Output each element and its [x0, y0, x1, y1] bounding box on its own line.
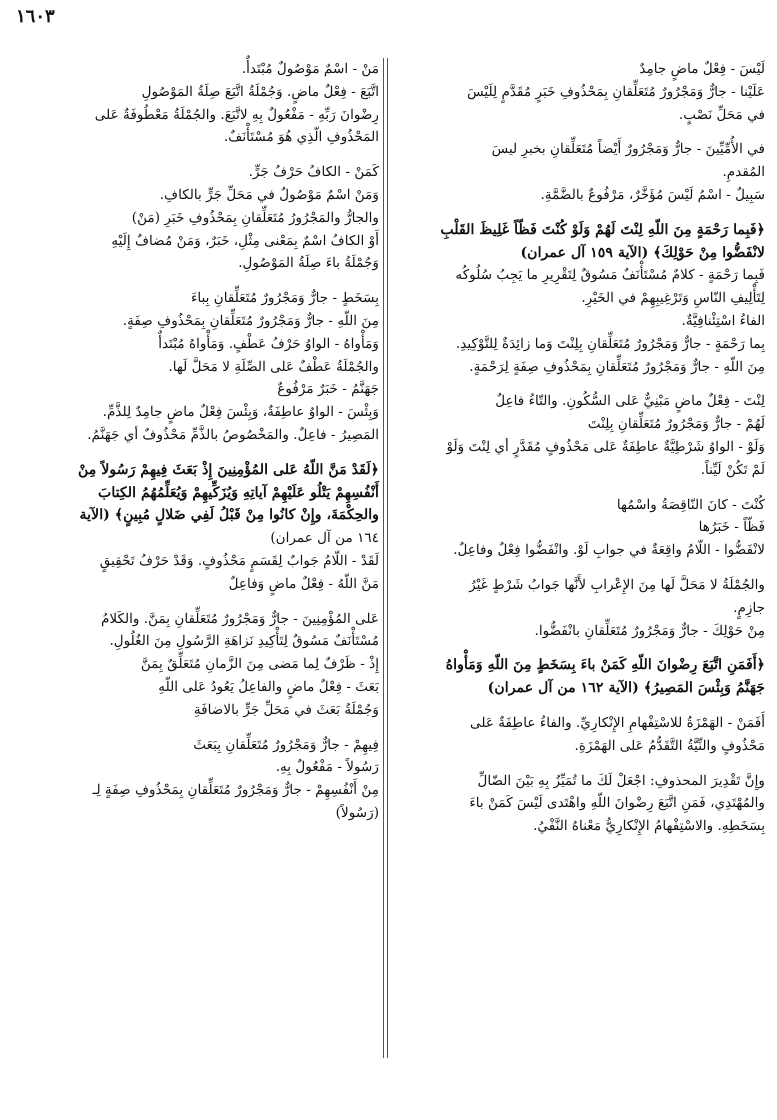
- text-line: لانْفَضُّوا - اللّامُ واقِعَةٌ في جوابِ لَوْ. وانْفَضُّوا فِعْلٌ وفاعِلٌ.: [453, 542, 765, 559]
- text-line: لَقَدْ - اللّامُ جَوابٌ لِقَسَمٍ مَحْذُوفٍ. وَقَدْ حَرْفُ تَحْقِيقٍ: [99, 552, 379, 569]
- text-line: لِنْتَ - فِعْلٌ ماضٍ مَبْنِيٌّ عَلى السُّكُونِ. والتّاءُ فاعِلٌ: [495, 393, 765, 410]
- page-number: ١٦٠٣: [16, 6, 55, 27]
- text-line: ١٦٤ من آل عمران): [270, 530, 379, 547]
- text-line: (رَسُولاً): [335, 804, 379, 821]
- text-line: مِنْ حَوْلِكَ - جارٌّ وَمَجْرُورٌ مُتَعَلِّقانِ بانْفَضُّوا.: [534, 622, 765, 639]
- text-line: كَمَنْ - الكافُ حَرْفُ جَرٍّ.: [248, 164, 379, 181]
- text-line: كُنْتَ - كانَ النّاقِصَةُ واسْمُها: [616, 496, 765, 513]
- paragraph-gap: [395, 758, 765, 770]
- text-line: لِتَأْلِيفِ النّاسِ وَتَرْغِيبِهِمْ في الخَيْرِ.: [581, 290, 765, 307]
- text-line: مِنْ أَنْفُسِهِمْ - جارٌّ وَمَجْرُورٌ مُتَعَلِّقانِ بِمَحْذُوفِ صِفَةٍ لِـ: [92, 782, 379, 799]
- verse-line: ﴿فَبِما رَحْمَةٍ مِنَ اللّهِ لِنْتَ لَهُمْ وَلَوْ كُنْتَ فَظّاً غَلِيظَ القَلْبِ: [440, 221, 765, 238]
- paragraph-gap: [13, 275, 379, 287]
- paragraph-gap: [13, 149, 379, 161]
- text-line: فَظّاً - خَبَرُها: [698, 519, 765, 536]
- text-line: أَفَمَنْ - الهَمْزَةُ للاسْتِفْهامِ الإِنْكارِيِّ. والفاءُ عاطِفَةٌ عَلى: [470, 714, 765, 731]
- text-line: في الأُمِّيِّينَ - جارٌّ وَمَجْرُورٌ أَيْضاً مُتَعَلِّقانِ بخبرِ ليسَ: [491, 141, 765, 158]
- text-line: والمُهْتَدِي، فَمَنِ اتَّبَعَ رِضْوانَ اللّهِ واهْتَدى لَيْسَ كَمَنْ باءَ: [469, 795, 765, 812]
- text-line: فَبِما رَحْمَةٍ - كلامٌ مُسْتَأْنَفٌ مَسُوقٌ لِتَقْرِيرِ ما يَجِبُ سُلُوكُه: [455, 267, 765, 284]
- text-line: بَعَثَ - فِعْلٌ ماضٍ والفاعِلُ يَعُودُ عَلى اللّهِ: [158, 678, 379, 695]
- verse-line: والحِكْمَةَ، وإِنْ كانُوا مِنْ قَبْلُ لَفِي ضَلالٍ مُبِينٍ﴾ (الآية: [79, 507, 379, 524]
- text-line: في مَحَلِّ نَصْبٍ.: [678, 106, 765, 123]
- text-line: لَهُمْ - جارٌّ وَمَجْرُورٌ مُتَعَلِّقانِ بِلِنْتَ: [587, 416, 765, 433]
- text-line: المُقدمِ.: [722, 164, 765, 181]
- text-line: مُسْتَأْنَفٌ مَسُوقٌ لِتَأْكِيدِ نَزاهَةِ الرَّسُولِ مِنَ الغُلُولِ.: [109, 633, 379, 650]
- text-line: وَمَنْ اسْمٌ مَوْصُولٌ في مَحَلِّ جَرٍّ بالكافِ.: [159, 186, 379, 203]
- text-line: المَصِيرُ - فاعِلٌ. والمَخْصُوصُ بالذَّمِّ مَحْذُوفٌ أي جَهَنَّمُ.: [87, 426, 379, 443]
- text-line: لَمْ تَكُنْ لَيِّناً.: [700, 461, 765, 478]
- column-divider: [387, 58, 388, 1058]
- text-line: سَبِيلٌ - اسْمُ لَيْسَ مُؤَخَّرٌ، مَرْفُوعٌ بالضَّمَّةِ.: [540, 186, 765, 203]
- text-line: والجُمْلَةُ عَطْفٌ عَلى الصِّلَةِ لا مَحَلَّ لَها.: [168, 358, 379, 375]
- text-line: وَمَأْواهُ - الواوُ حَرْفُ عَطْفٍ. وَمَأْواهُ مُبْتَدأٌ: [158, 335, 379, 352]
- text-line: مَحْذُوفٍ والنِّيَّةُ التَّقَدُّمُ عَلى الهَمْزَةِ.: [574, 737, 765, 754]
- text-line: وإِنَّ تَقْدِيرَ المحذوفِ: اجْعَلْ لَكَ ما تُمَيِّزُ بِهِ بَيْنَ الضّالِّ: [477, 772, 765, 789]
- text-line: وَلَوْ - الواوُ شَرْطِيَّةٌ عاطِفَةٌ عَلى مَحْذُوفٍ مُقَدَّرٍ أي لِنْتَ وَلَوْ: [446, 438, 765, 455]
- verse-line: أَنْفُسِهِمْ يَتْلُو عَلَيْهِمْ آياتِهِ وَيُزَكِّيهِمْ وَيُعَلِّمُهُمُ الكِتابَ: [97, 484, 379, 501]
- text-line: إِذْ - ظَرْفٌ لِما مَضى مِنَ الزَّمانِ مُتَعَلِّقٌ بِمَنَّ: [140, 656, 379, 673]
- verse-line: ﴿أَفَمَنِ اتَّبَعَ رِضْوانَ اللّهِ كَمَنْ باءَ بِسَخَطٍ مِنَ اللّهِ وَمَأْواهُ: [445, 657, 765, 674]
- text-line: رَسُولاً - مَفْعُولٌ بِهِ.: [275, 759, 379, 776]
- paragraph-gap: [395, 207, 765, 219]
- text-line: فِيهِمْ - جارٌّ وَمَجْرُورٌ مُتَعَلِّقانِ بِبَعَثَ: [193, 736, 379, 753]
- paragraph-gap: [395, 642, 765, 654]
- paragraph-gap: [395, 562, 765, 574]
- text-line: رِضْوانَ رَبِّهِ - مَفْعُولٌ بِهِ لاتَّبَعَ. والجُمْلَةُ مَعْطُوفَةٌ عَلى: [94, 106, 379, 123]
- right-column: [395, 58, 765, 838]
- text-line: مِنَ اللّهِ - جارٌّ وَمَجْرُورٌ مُتَعَلِّقانِ بِمَحْذُوفِ صِفَةٍ لِرَحْمَةٍ.: [469, 358, 765, 375]
- paragraph-gap: [13, 596, 379, 608]
- paragraph-gap: [13, 722, 379, 734]
- text-line: المَحْذُوفِ الّذِي هُوَ مُسْتَأْنَفٌ.: [223, 129, 379, 146]
- paragraph-gap: [13, 447, 379, 459]
- text-line: بِما رَحْمَةٍ - جارٌّ وَمَجْرُورٌ مُتَعَلِّقانِ بِلِنْتَ وَما زائِدَةٌ لِلتَّوْكِيدِ.: [455, 335, 765, 352]
- text-line: لَيْسَ - فِعْلٌ ماضٍ جامِدٌ: [639, 61, 765, 77]
- text-line: بِسَخَطِهِ. والاسْتِفْهامُ الإِنْكارِيُّ مَعْناهُ النَّفْيُ.: [533, 818, 765, 835]
- text-line: وَجُمْلَةُ باءَ صِلَةُ المَوْصُولِ.: [238, 255, 379, 272]
- text-line: عَلَيْنا - جارٌّ وَمَجْرُورٌ مُتَعَلِّقانِ بِمَحْذُوفِ خَبَرٍ مُقَدَّمٍ لِلَيْسَ: [467, 83, 765, 100]
- text-line: وَجُمْلَةُ بَعَثَ في مَحَلِّ جَرٍّ بالاضافَةِ: [193, 701, 379, 718]
- text-line: مَنْ - اسْمٌ مَوْصُولٌ مُبْتَدأٌ.: [241, 61, 379, 77]
- text-line: مَنَّ اللّهُ - فِعْلٌ ماضٍ وَفاعِلٌ: [228, 575, 379, 592]
- text-line: أَوْ الكافُ اسْمٌ بِمَعْنى مِثْلِ، خَبَرٌ، وَمَنْ مُضافٌ إِلَيْهِ: [111, 232, 379, 249]
- verse-line: ﴿لَقَدْ مَنَّ اللّهُ عَلى المُؤْمِنِينَ إِذْ بَعَثَ فِيهِمْ رَسُولاً مِنْ: [77, 461, 379, 478]
- left-column: [13, 58, 379, 825]
- verse-line: جَهَنَّمُ وَبِئْسَ المَصِيرُ﴾ (الآية ١٦٢ من آل عمران): [487, 680, 765, 697]
- verse-line: لانْفَضُّوا مِنْ حَوْلِكَ﴾ (الآية ١٥٩ آل عمران): [520, 244, 765, 261]
- text-line: والجارُّ والمَجْرُورُ مُتَعَلِّقانِ بِمَحْذُوفِ خَبَرِ (مَنْ): [131, 209, 379, 226]
- text-line: والجُمْلَةُ لا مَحَلَّ لَها مِنَ الإِعْرابِ لأَنَّها جَوابُ شَرْطٍ غَيْرُ: [469, 576, 765, 593]
- paragraph-gap: [395, 126, 765, 138]
- text-line: الفاءُ اسْتِئْنافِيَّةٌ.: [681, 312, 765, 329]
- text-line: بِسَخَطٍ - جارٌّ وَمَجْرُورٌ مُتَعَلِّقانِ بِباءَ: [190, 290, 379, 307]
- text-line: مِنَ اللّهِ - جارٌّ وَمَجْرُورٌ مُتَعَلِّقانِ بِمَحْذُوفِ صِفَةٍ.: [122, 312, 379, 329]
- paragraph-gap: [395, 700, 765, 712]
- paragraph-gap: [395, 482, 765, 494]
- text-line: وَبِئْسَ - الواوُ عاطِفَةٌ، وَبِئْسَ فِعْلٌ ماضٍ جامِدٌ لِلذَّمِّ.: [102, 404, 379, 421]
- text-line: جازِمٍ.: [733, 599, 765, 616]
- text-line: جَهَنَّمُ - خَبَرٌ مَرْفُوعٌ: [277, 381, 379, 398]
- paragraph-gap: [395, 378, 765, 390]
- text-line: اتَّبَعَ - فِعْلٌ ماضٍ. وَجُمْلَةُ اتَّبَعَ صِلَةُ المَوْصُولِ: [141, 83, 379, 100]
- text-line: عَلى المُؤْمِنِينَ - جارٌّ وَمَجْرُورٌ مُتَعَلِّقانِ بِمَنَّ. والكَلامُ: [100, 610, 379, 627]
- column-divider: [383, 58, 384, 1058]
